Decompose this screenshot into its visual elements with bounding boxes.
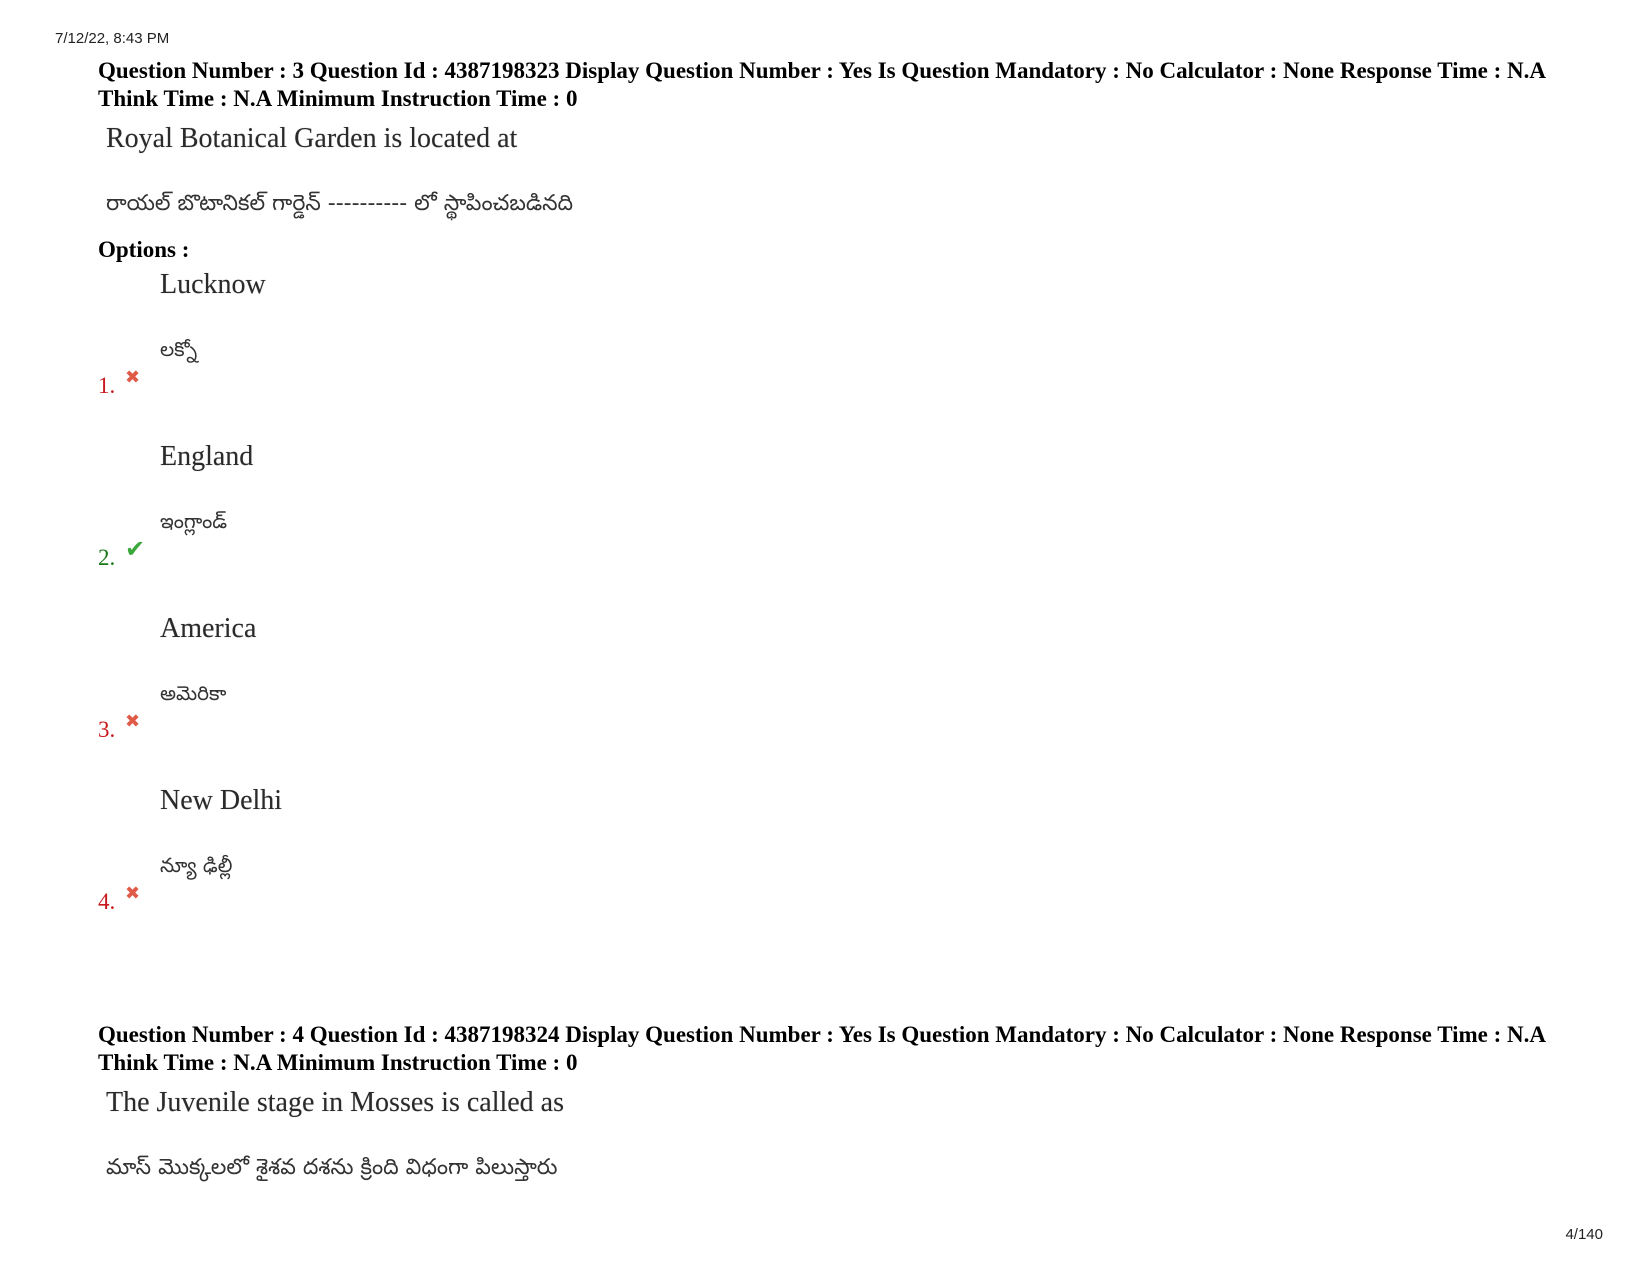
options-label: Options : [98,237,190,262]
question-header: Question Number : 3 Question Id : 4387198323 Display Question Number : Yes Is Question Mandatory : No Calculator : None Response Time : N.A Think Time : N.A Minimum Instruction Time : 0 [98,58,1545,111]
print-date: 7/12/22, 8:43 PM [55,30,170,47]
option-number: 2. [98,545,116,570]
question-3 [98,57,1578,957]
page-number: 4/140 [1565,1226,1603,1243]
question-text-block [102,115,1578,221]
options-list [98,269,1578,957]
question-text-english: Royal Botanical Garden is located at [106,123,518,154]
option-1 [98,269,1578,441]
cross-icon: ✖ [125,711,141,732]
check-icon: ✔ [125,535,146,563]
option-text-telugu: అమెరికా [160,681,227,705]
option-number: 3. [98,717,116,742]
question-text-telugu: మాస్ మొక్కలలో శైశవ దశను క్రింది విధంగా పిలుస్తారు [106,1155,558,1180]
option-text-telugu: లక్నో [160,337,198,361]
question-text-english: The Juvenile stage in Mosses is called as [106,1087,565,1118]
option-number: 1. [98,373,116,398]
option-3 [98,613,1578,785]
question-4 [98,1021,1578,1185]
option-text-english: England [160,441,254,472]
question-header: Question Number : 4 Question Id : 4387198324 Display Question Number : Yes Is Question Mandatory : No Calculator : None Response Time : N.A Think Time : N.A Minimum Instruction Time : 0 [98,1022,1545,1075]
cross-icon: ✖ [125,367,141,388]
option-text-english: New Delhi [160,785,283,816]
question-text-block [102,1079,1578,1185]
option-number: 4. [98,889,116,914]
question-text-telugu: రాయల్ బొటానికల్ గార్డెన్ ---------- లో స్థాపించబడినది [106,191,574,216]
option-text-telugu: ఇంగ్లాండ్ [160,509,228,533]
option-2 [98,441,1578,613]
option-text-english: Lucknow [160,269,266,300]
option-4 [98,785,1578,957]
cross-icon: ✖ [125,883,141,904]
option-text-english: America [160,613,257,644]
option-text-telugu: న్యూ ఢిల్లీ [160,853,233,877]
